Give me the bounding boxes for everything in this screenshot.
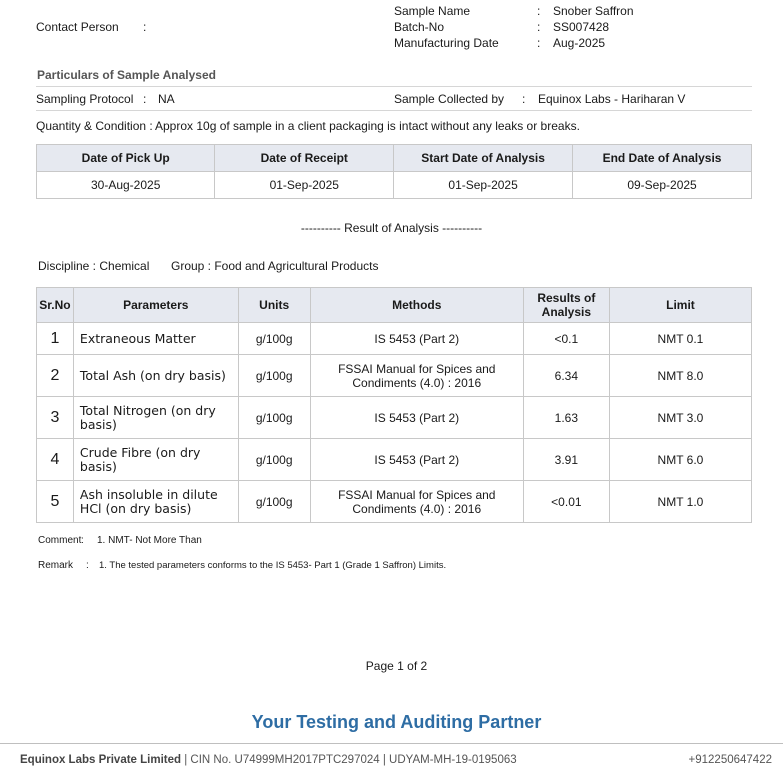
remark-label: Remark [38, 560, 74, 571]
quantity-label: Quantity & Condition : [36, 119, 153, 133]
mfg-date-value: Aug-2025 [553, 36, 606, 50]
sampling-protocol-value: NA [158, 92, 175, 106]
footer-divider [0, 743, 783, 744]
results-header-units: Units [238, 288, 310, 323]
results-header-parameters: Parameters [73, 288, 238, 323]
discipline: Discipline : Chemical [38, 259, 150, 273]
row-limit: NMT 3.0 [609, 397, 751, 439]
mfg-date-separator: : [537, 36, 541, 50]
results-header-limit: Limit [609, 288, 751, 323]
row-parameter: Ash insoluble in dilute HCl (on dry basis) [73, 481, 238, 523]
tagline: Your Testing and Auditing Partner [251, 712, 542, 732]
date-end: 09-Sep-2025 [573, 172, 752, 199]
sampling-protocol-label: Sampling Protocol [36, 92, 134, 106]
protocol-divider [36, 110, 752, 111]
batch-no-value: SS007428 [553, 20, 610, 34]
batch-no-label: Batch-No [394, 20, 445, 34]
collected-by-value: Equinox Labs - Hariharan V [538, 92, 686, 106]
sample-name-label: Sample Name [394, 4, 471, 18]
row-method: FSSAI Manual for Spices and Condiments (4.0) : 2016 [310, 355, 523, 397]
table-row [37, 355, 752, 397]
particulars-divider [36, 86, 752, 87]
mfg-date-label: Manufacturing Date [394, 36, 499, 50]
table-row [37, 323, 752, 355]
date-pickup: 30-Aug-2025 [37, 172, 215, 199]
row-sr: 4 [37, 439, 74, 481]
row-method: FSSAI Manual for Spices and Condiments (4.0) : 2016 [310, 481, 523, 523]
collected-by-separator: : [522, 92, 526, 106]
table-row [37, 481, 752, 523]
row-limit: NMT 0.1 [609, 323, 751, 355]
results-header-results-line2: Analysis [541, 305, 592, 319]
table-row [37, 439, 752, 481]
contact-person-label: Contact Person [36, 20, 119, 34]
row-unit: g/100g [238, 397, 310, 439]
footer-phone: +912250647422 [688, 754, 772, 766]
remark-separator: : [86, 560, 89, 571]
results-header-results [523, 288, 609, 323]
row-parameter: Crude Fibre (on dry basis) [73, 439, 238, 481]
comment-separator: : [81, 535, 84, 546]
row-result: 6.34 [523, 355, 609, 397]
row-parameter: Extraneous Matter [73, 323, 238, 355]
dates-header-start: Start Date of Analysis [394, 145, 573, 172]
date-start: 01-Sep-2025 [394, 172, 573, 199]
results-header-methods: Methods [310, 288, 523, 323]
row-limit: NMT 6.0 [609, 439, 751, 481]
row-unit: g/100g [238, 439, 310, 481]
row-sr: 2 [37, 355, 74, 397]
contact-person-separator: : [143, 20, 147, 34]
row-parameter: Total Nitrogen (on dry basis) [73, 397, 238, 439]
remark-value: 1. The tested parameters conforms to the IS 5453- Part 1 (Grade 1 Saffron) Limits. [99, 560, 447, 571]
particulars-heading: Particulars of Sample Analysed [37, 68, 216, 82]
row-unit: g/100g [238, 481, 310, 523]
quantity-value: Approx 10g of sample in a client packaging is intact without any leaks or breaks. [155, 119, 580, 133]
row-unit: g/100g [238, 355, 310, 397]
batch-no-separator: : [537, 20, 541, 34]
sample-name-separator: : [537, 4, 541, 18]
row-unit: g/100g [238, 323, 310, 355]
date-receipt: 01-Sep-2025 [215, 172, 394, 199]
comment-label: Comment [38, 535, 82, 546]
row-limit: NMT 1.0 [609, 481, 751, 523]
group: Group : Food and Agricultural Products [171, 259, 379, 273]
sample-name-value: Snober Saffron [553, 4, 634, 18]
results-header-results-line1: Results of [537, 291, 596, 305]
row-sr: 5 [37, 481, 74, 523]
sampling-protocol-separator: : [143, 92, 147, 106]
row-method: IS 5453 (Part 2) [310, 323, 523, 355]
footer-company: Equinox Labs Private Limited [20, 754, 182, 766]
row-sr: 3 [37, 397, 74, 439]
row-result: <0.01 [523, 481, 609, 523]
row-result: 3.91 [523, 439, 609, 481]
comment-value: 1. NMT- Not More Than [97, 535, 202, 546]
row-limit: NMT 8.0 [609, 355, 751, 397]
row-result: <0.1 [523, 323, 609, 355]
results-header-sr: Sr.No [37, 288, 74, 323]
footer-company-info [20, 754, 517, 766]
row-parameter: Total Ash (on dry basis) [73, 355, 238, 397]
result-heading: ---------- Result of Analysis ---------- [300, 221, 483, 235]
row-sr: 1 [37, 323, 74, 355]
collected-by-label: Sample Collected by [394, 92, 505, 106]
row-result: 1.63 [523, 397, 609, 439]
table-row [37, 397, 752, 439]
footer-cin: | CIN No. U74999MH2017PTC297024 | UDYAM-MH-19-0195063 [184, 754, 517, 766]
page-number: Page 1 of 2 [365, 659, 428, 673]
row-method: IS 5453 (Part 2) [310, 439, 523, 481]
results-table [36, 287, 752, 523]
dates-header-end: End Date of Analysis [573, 145, 752, 172]
dates-header-pickup: Date of Pick Up [37, 145, 215, 172]
dates-table [36, 144, 752, 199]
row-method: IS 5453 (Part 2) [310, 397, 523, 439]
dates-header-receipt: Date of Receipt [215, 145, 394, 172]
